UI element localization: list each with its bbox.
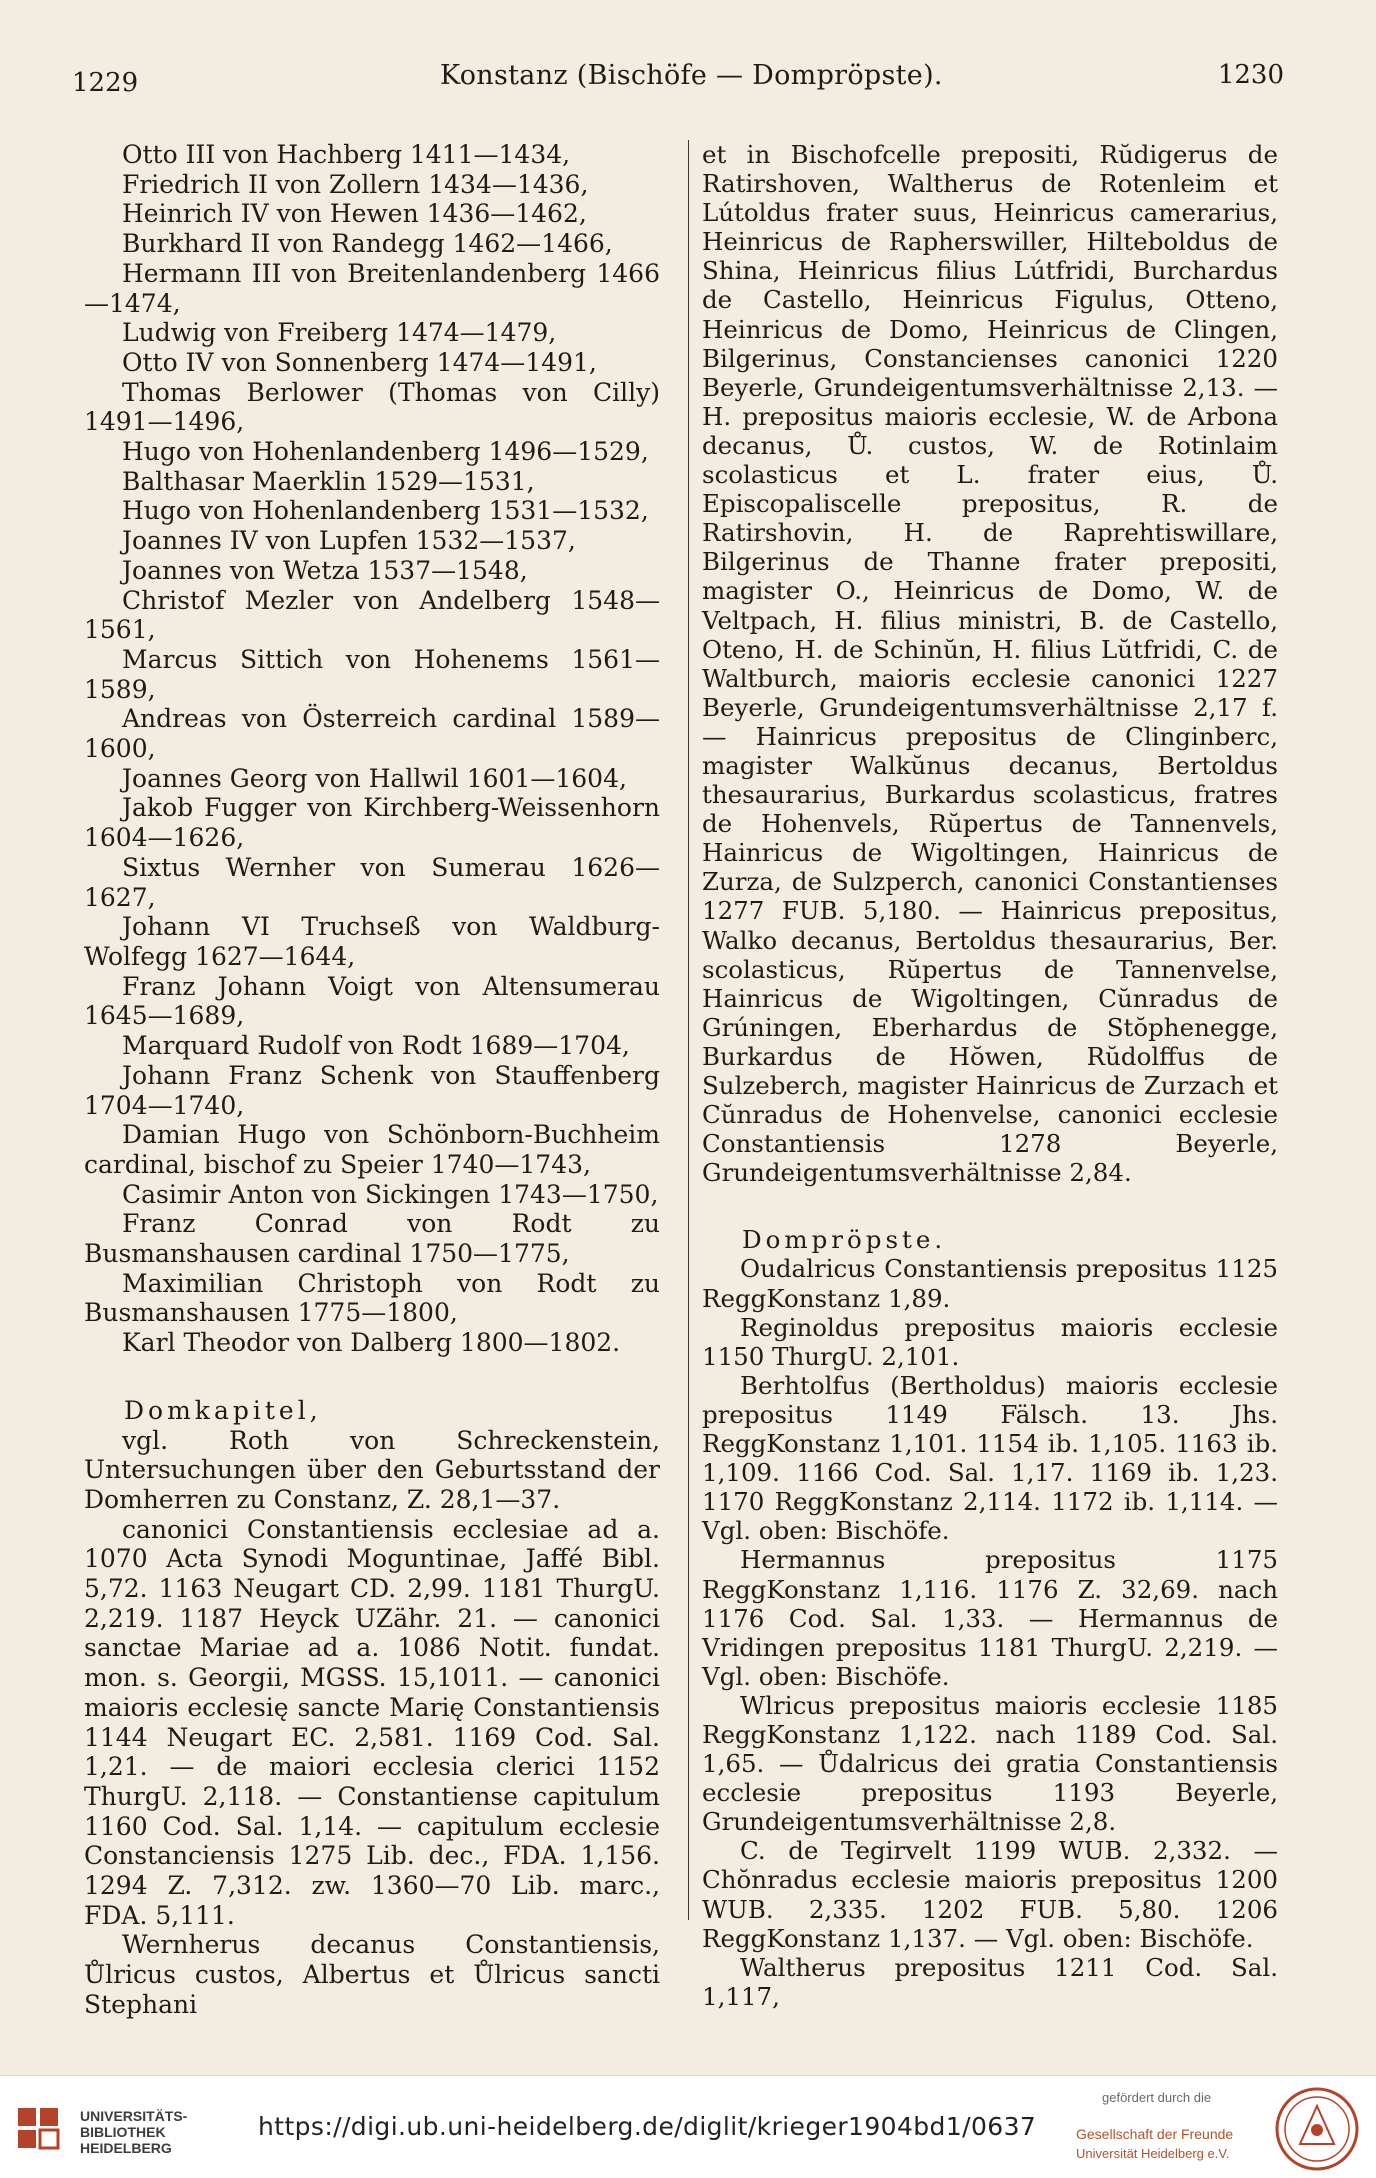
page-number-left: 1229 — [72, 68, 139, 98]
text-entry: C. de Tegirvelt 1199 WUB. 2,332. — Chŏnradus ecclesie maioris prepositus 1200 WUB. 2,335. 1202 FUB. 5,80. 1206 ReggKonstanz 1,137. — Vgl. oben: Bischöfe. — [702, 1836, 1278, 1953]
text-entry: Wlricus prepositus maioris ecclesie 1185 ReggKonstanz 1,122. nach 1189 Cod. Sal. 1,65. — Ůdalricus dei gratia Constantiensis ecclesie prepositus 1193 Beyerle, Grundeigentumsverhältnisse 2,8. — [702, 1690, 1278, 1837]
text-entry: Damian Hugo von Schönborn-Buchheim cardinal, bischof zu Speier 1740—1743, — [84, 1120, 660, 1179]
text-entry: Franz Conrad von Rodt zu Busmanshausen cardinal 1750—1775, — [84, 1209, 660, 1269]
text-entry: Waltherus prepositus 1211 Cod. Sal. 1,117, — [702, 1952, 1278, 2011]
sponsor-name: Gesellschaft der Freunde — [1076, 2126, 1234, 2142]
text-entry: Hugo von Hohenlandenberg 1496—1529, — [122, 437, 649, 467]
text-entry: Ludwig von Freiberg 1474—1479, — [122, 318, 557, 348]
text-entry: Hugo von Hohenlandenberg 1531—1532, — [122, 496, 649, 526]
library-logo-text: UNIVERSITÄTS- BIBLIOTHEK HEIDELBERG — [80, 2108, 188, 2156]
text-entry: Maximilian Christoph von Rodt zu Busmanshausen 1775—1800, — [84, 1268, 660, 1328]
text-entry: Casimir Anton von Sickingen 1743—1750, — [122, 1179, 659, 1209]
text-entry: canonici Constantiensis ecclesiae ad a. 1070 Acta Synodi Moguntinae, Jaffé Bibl. 5,72. 1163 Neugart CD. 2,99. 1181 ThurgU. 2,219. 1187 Heyck UZähr. 21. — canonici sanctae Mariae ad a. 1086 Notit. fundat. mon. s. Georgii, MGSS. 15,1011. — canonici maioris ecclesię sancte Marię Constantiensis 1144 Neugart EC. 2,581. 1169 Cod. Sal. 1,21. — de maiori ecclesia clerici 1152 ThurgU. 2,118. — Constantiense capitulum 1160 Cod. Sal. 1,14. — capitulum ecclesie Constanciensis 1275 Lib. dec., FDA. 1,156. 1294 Z. 7,312. zw. 1360—70 Lib. marc., FDA. 5,111. — [84, 1514, 660, 1930]
university-library-logo-icon — [14, 2104, 66, 2156]
section-heading: Dompröpste. — [742, 1225, 947, 1255]
text-entry: Joannes von Wetza 1537—1548, — [122, 555, 528, 585]
library-logo[interactable] — [14, 2102, 234, 2162]
text-entry: Marcus Sittich von Hohenems 1561—1589, — [84, 644, 660, 704]
text-entry: Johann VI Truchseß von Waldburg-Wolfegg 1627—1644, — [84, 912, 660, 971]
text-entry: Sixtus Wernher von Sumerau 1626—1627, — [84, 852, 660, 912]
permalink-url[interactable]: https://digi.ub.uni-heidelberg.de/diglit/krieger1904bd1/0637 — [258, 2112, 1037, 2141]
text-entry: Franz Johann Voigt von Altensumerau 1645—1689, — [84, 971, 660, 1031]
sponsor-name-2: Universität Heidelberg e.V. — [1076, 2146, 1230, 2161]
text-entry: Jakob Fugger von Kirchberg-Weissenhorn 1604—1626, — [84, 793, 660, 853]
page-number-right: 1230 — [1217, 60, 1284, 90]
text-entry: Friedrich II von Zollern 1434—1436, — [122, 169, 589, 199]
sponsor-intro: gefördert durch die — [1102, 2090, 1212, 2105]
text-entry: et in Bischofcelle prepositi, Rŭdigerus de Ratirshoven, Waltherus de Rotenleim et Lútoldus frater suus, Heinricus camerarius, Heinricus de Rapherswiller, Hilteboldus de Shina, Heinricus filius Lútfridi, Burchardus de Castello, Heinricus Figulus, Otteno, Heinricus de Domo, Heinricus de Clingen, Bilgerinus, Constancienses canonici 1220 Beyerle, Grundeigentumsverhältnisse 2,13. — H. prepositus maioris ecclesie, W. de Arbona decanus, Ů. custos, W. de Rotinlaim scolasticus et L. frater eius, Ů. Episcopaliscelle prepositus, R. de Ratirshovin, H. de Raprehtiswillare, Bilgerinus de Thanne frater prepositi, magister O., Heinricus de Domo, W. de Veltpach, H. filius ministri, B. de Castello, Oteno, H. de Schinŭn, H. filius Lŭtfridi, C. de Waltburch, maioris ecclesie canonici 1227 Beyerle, Grundeigentumsverhältnisse 2,17 f. — Hainricus prepositus de Clinginberc, magister Walkŭnus decanus, Bertoldus thesaurarius, Burkardus scolasticus, fratres de Hohenvels, Rŭpertus de Tannenvels, Hainricus de Wigoltingen, Hainricus de Zurza, de Sulzperch, canonici Constantienses 1277 FUB. 5,180. — Hainricus prepositus, Walko decanus, Bertoldus thesaurarius, Ber. scolasticus, Rŭpertus de Tannenvelse, Hainricus de Wigoltingen, Cŭnradus de Grúningen, Eberhardus de Stŏphenegge, Burkardus de Hŏwen, Rŭdolffus de Sulzeberch, magister Hainricus de Zurzach et Cŭnradus de Hohenvelse, canonici ecclesie Constantiensis 1278 Beyerle, Grundeigentumsverhältnisse 2,84. — [702, 140, 1278, 1188]
page-header — [0, 60, 1376, 108]
section-heading: Domkapitel, — [124, 1395, 322, 1425]
text-entry: Berhtolfus (Bertholdus) maioris ecclesie prepositus 1149 Fälsch. 13. Jhs. ReggKonstanz 1,101. 1154 ib. 1,105. 1163 ib. 1,109. 1166 Cod. Sal. 1,17. 1169 ib. 1,23. 1170 ReggKonstanz 2,114. 1172 ib. 1,114. — Vgl. oben: Bischöfe. — [702, 1370, 1278, 1546]
text-entry: Marquard Rudolf von Rodt 1689—1704, — [122, 1031, 630, 1061]
text-entry: Karl Theodor von Dalberg 1800—1802. — [122, 1328, 621, 1358]
text-entry: Thomas Berlower (Thomas von Cilly) 1491—1496, — [84, 377, 660, 437]
text-entry: Otto IV von Sonnenberg 1474—1491, — [122, 347, 597, 377]
text-entry: vgl. Roth von Schreckenstein, Untersuchungen über den Geburtsstand der Domherren zu Constanz, Z. 28,1—37. — [84, 1425, 660, 1514]
text-entry: Wernherus decanus Constantiensis, Ůlricus custos, Albertus et Ůlricus sancti Stephani — [84, 1930, 660, 2019]
university-seal-icon — [1270, 2084, 1364, 2174]
right-column — [702, 140, 1278, 2011]
text-entry: Balthasar Maerklin 1529—1531, — [122, 466, 535, 496]
text-entry: Christof Mezler von Andelberg 1548—1561, — [84, 585, 660, 645]
text-entry: Burkhard II von Randegg 1462—1466, — [122, 229, 613, 259]
text-entry: Hermannus prepositus 1175 ReggKonstanz 1,116. 1176 Z. 32,69. nach 1176 Cod. Sal. 1,33. — Hermannus de Vridingen prepositus 1181 ThurgU. 2,219. — Vgl. oben: Bischöfe. — [702, 1545, 1278, 1691]
text-entry: Joannes IV von Lupfen 1532—1537, — [122, 526, 576, 556]
left-column — [84, 140, 660, 2020]
text-entry: Joannes Georg von Hallwil 1601—1604, — [122, 763, 627, 793]
text-entry: Heinrich IV von Hewen 1436—1462, — [122, 199, 587, 229]
text-entry: Johann Franz Schenk von Stauffenberg 1704—1740, — [84, 1060, 660, 1120]
text-entry: Oudalricus Constantiensis prepositus 1125 ReggKonstanz 1,89. — [702, 1254, 1278, 1313]
column-divider — [688, 140, 689, 1920]
running-head: Konstanz (Bischöfe — Dompröpste). — [440, 60, 943, 91]
viewer-footer — [0, 2075, 1376, 2178]
text-entry: Reginoldus prepositus maioris ecclesie 1150 ThurgU. 2,101. — [702, 1312, 1278, 1371]
text-entry: Hermann III von Breitenlandenberg 1466 —1474, — [84, 258, 660, 318]
text-entry: Otto III von Hachberg 1411—1434, — [122, 140, 571, 169]
text-entry: Andreas von Österreich cardinal 1589—1600, — [84, 704, 660, 764]
